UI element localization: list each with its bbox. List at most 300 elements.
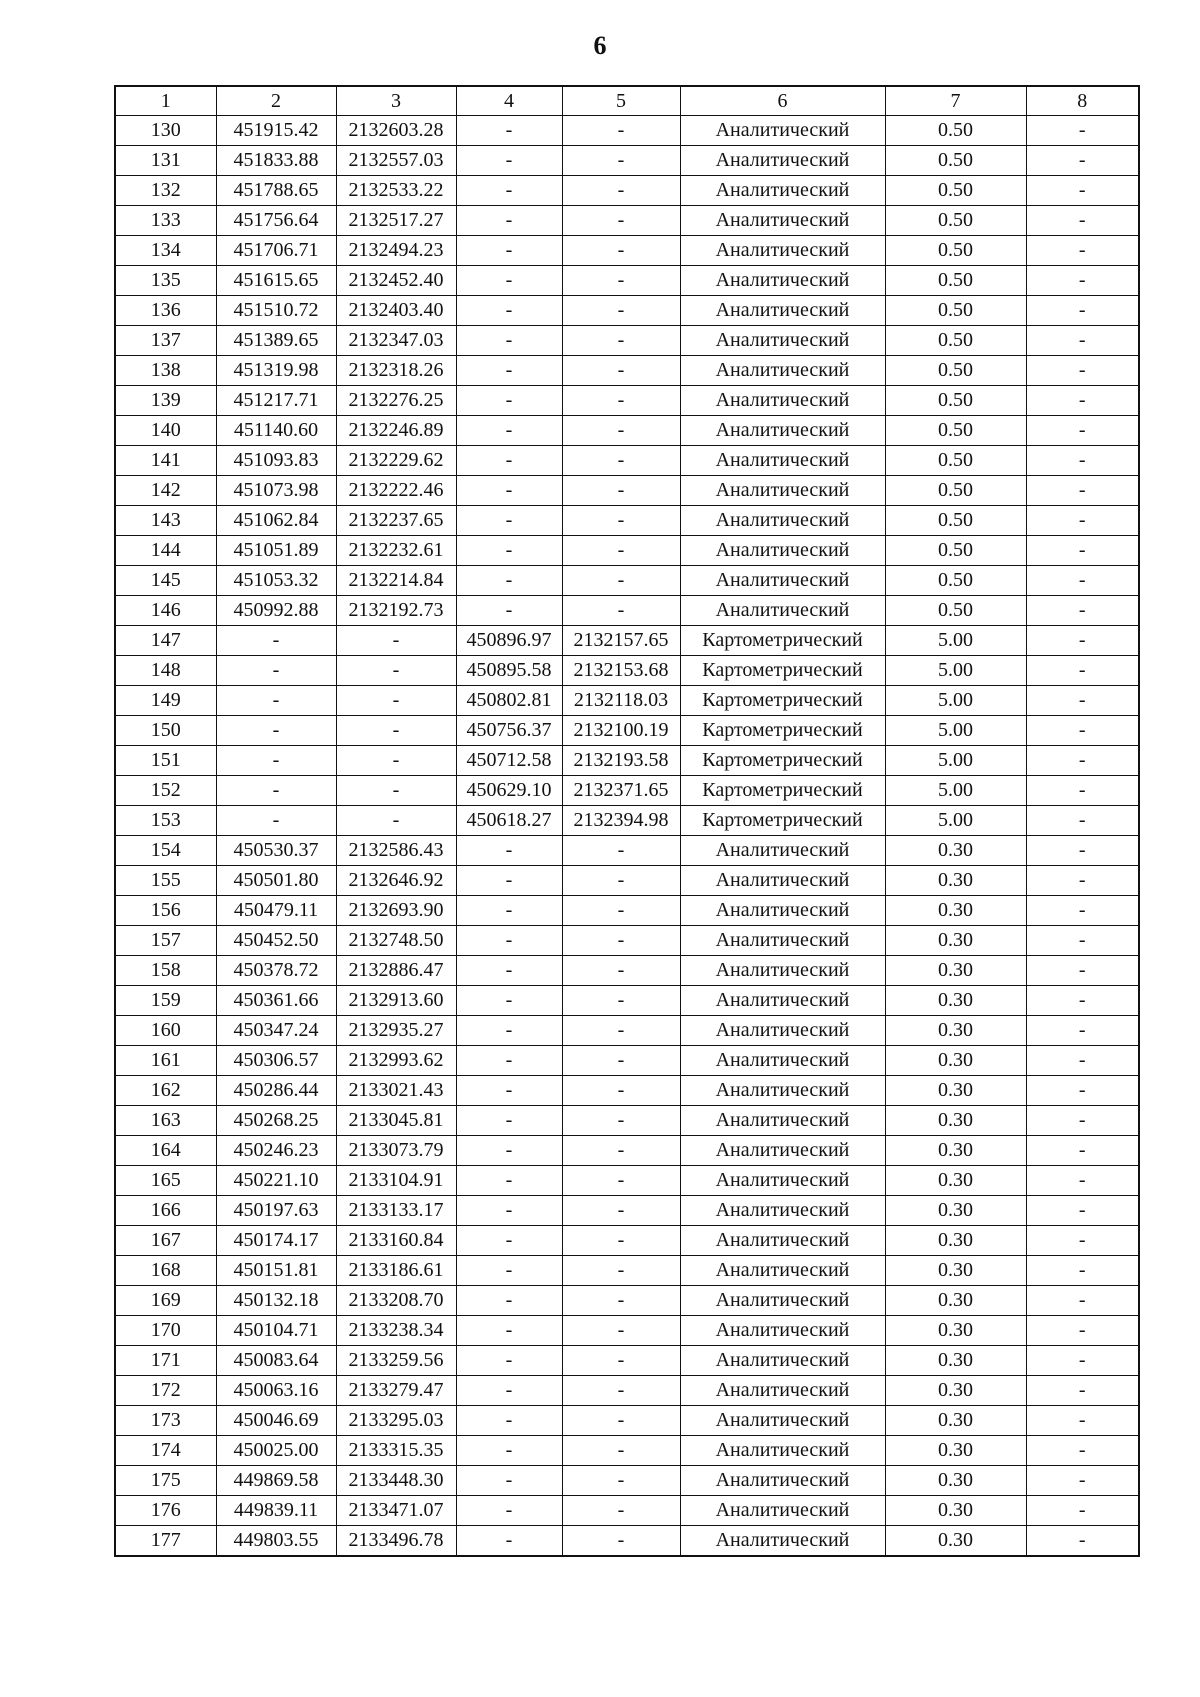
y-coordinate-alt-cell: - [562,446,680,476]
note-cell: - [1026,266,1139,296]
x-coordinate-cell: 450046.69 [216,1406,336,1436]
y-coordinate-cell: - [336,806,456,836]
y-coordinate-alt-cell: - [562,866,680,896]
column-header-3: 3 [336,86,456,116]
x-coordinate-cell: 451319.98 [216,356,336,386]
method-cell: Аналитический [680,176,885,206]
method-cell: Аналитический [680,1496,885,1526]
table-row [115,1436,1139,1466]
y-coordinate-alt-cell: - [562,1166,680,1196]
method-cell: Картометрический [680,656,885,686]
note-cell: - [1026,416,1139,446]
note-cell: - [1026,956,1139,986]
x-coordinate-cell: 450197.63 [216,1196,336,1226]
y-coordinate-cell: 2133471.07 [336,1496,456,1526]
y-coordinate-alt-cell: - [562,926,680,956]
table-row [115,776,1139,806]
point-number-cell: 147 [115,626,216,656]
note-cell: - [1026,1016,1139,1046]
x-coordinate-alt-cell: - [456,176,562,206]
x-coordinate-alt-cell: - [456,1226,562,1256]
table-row [115,836,1139,866]
note-cell: - [1026,1436,1139,1466]
y-coordinate-alt-cell: - [562,1376,680,1406]
accuracy-cell: 0.50 [885,416,1026,446]
point-number-cell: 155 [115,866,216,896]
y-coordinate-alt-cell: - [562,506,680,536]
x-coordinate-cell: 451093.83 [216,446,336,476]
y-coordinate-cell: 2132232.61 [336,536,456,566]
y-coordinate-alt-cell: - [562,1226,680,1256]
method-cell: Аналитический [680,566,885,596]
x-coordinate-cell: 450306.57 [216,1046,336,1076]
y-coordinate-alt-cell: 2132394.98 [562,806,680,836]
accuracy-cell: 0.30 [885,956,1026,986]
column-header-7: 7 [885,86,1026,116]
y-coordinate-cell: 2132913.60 [336,986,456,1016]
accuracy-cell: 0.50 [885,236,1026,266]
point-number-cell: 156 [115,896,216,926]
note-cell: - [1026,506,1139,536]
column-header-5: 5 [562,86,680,116]
table-row [115,1346,1139,1376]
table-row [115,566,1139,596]
table-row [115,986,1139,1016]
column-header-1: 1 [115,86,216,116]
x-coordinate-alt-cell: 450712.58 [456,746,562,776]
y-coordinate-alt-cell: - [562,1466,680,1496]
table-row [115,896,1139,926]
accuracy-cell: 0.30 [885,836,1026,866]
table-row [115,116,1139,146]
x-coordinate-cell: 450992.88 [216,596,336,626]
note-cell: - [1026,566,1139,596]
note-cell: - [1026,176,1139,206]
x-coordinate-cell: 450174.17 [216,1226,336,1256]
y-coordinate-alt-cell: 2132153.68 [562,656,680,686]
point-number-cell: 140 [115,416,216,446]
accuracy-cell: 0.30 [885,1346,1026,1376]
point-number-cell: 165 [115,1166,216,1196]
x-coordinate-cell: 449839.11 [216,1496,336,1526]
y-coordinate-alt-cell: - [562,326,680,356]
table-row [115,386,1139,416]
y-coordinate-alt-cell: - [562,1016,680,1046]
coordinates-table [114,85,1140,1557]
x-coordinate-cell: 450268.25 [216,1106,336,1136]
y-coordinate-cell: 2132646.92 [336,866,456,896]
table-row [115,1106,1139,1136]
table-row [115,656,1139,686]
x-coordinate-cell: 450286.44 [216,1076,336,1106]
accuracy-cell: 0.50 [885,356,1026,386]
y-coordinate-alt-cell: - [562,1286,680,1316]
x-coordinate-alt-cell: - [456,1196,562,1226]
method-cell: Аналитический [680,326,885,356]
method-cell: Аналитический [680,1466,885,1496]
point-number-cell: 138 [115,356,216,386]
point-number-cell: 143 [115,506,216,536]
y-coordinate-cell: 2132222.46 [336,476,456,506]
method-cell: Аналитический [680,836,885,866]
note-cell: - [1026,1076,1139,1106]
method-cell: Аналитический [680,896,885,926]
point-number-cell: 134 [115,236,216,266]
table-row [115,1466,1139,1496]
note-cell: - [1026,896,1139,926]
x-coordinate-cell: - [216,806,336,836]
accuracy-cell: 0.50 [885,176,1026,206]
note-cell: - [1026,206,1139,236]
y-coordinate-cell: 2132603.28 [336,116,456,146]
y-coordinate-alt-cell: 2132193.58 [562,746,680,776]
point-number-cell: 131 [115,146,216,176]
x-coordinate-cell: 451615.65 [216,266,336,296]
table-row [115,1286,1139,1316]
x-coordinate-alt-cell: - [456,1316,562,1346]
y-coordinate-alt-cell: - [562,356,680,386]
method-cell: Картометрический [680,746,885,776]
point-number-cell: 173 [115,1406,216,1436]
accuracy-cell: 5.00 [885,716,1026,746]
method-cell: Аналитический [680,1406,885,1436]
point-number-cell: 132 [115,176,216,206]
accuracy-cell: 0.30 [885,1196,1026,1226]
accuracy-cell: 0.30 [885,1226,1026,1256]
x-coordinate-alt-cell: - [456,836,562,866]
table-row [115,506,1139,536]
method-cell: Аналитический [680,1376,885,1406]
x-coordinate-alt-cell: - [456,506,562,536]
point-number-cell: 139 [115,386,216,416]
x-coordinate-cell: 450479.11 [216,896,336,926]
accuracy-cell: 0.50 [885,476,1026,506]
method-cell: Аналитический [680,1256,885,1286]
accuracy-cell: 0.50 [885,566,1026,596]
accuracy-cell: 0.30 [885,1106,1026,1136]
x-coordinate-cell: - [216,776,336,806]
y-coordinate-alt-cell: - [562,1046,680,1076]
point-number-cell: 160 [115,1016,216,1046]
note-cell: - [1026,1106,1139,1136]
y-coordinate-alt-cell: 2132371.65 [562,776,680,806]
accuracy-cell: 0.30 [885,1526,1026,1557]
page-number: 6 [593,31,607,60]
x-coordinate-alt-cell: 450629.10 [456,776,562,806]
x-coordinate-alt-cell: - [456,356,562,386]
x-coordinate-cell: 450378.72 [216,956,336,986]
y-coordinate-cell: 2132993.62 [336,1046,456,1076]
x-coordinate-cell: 451073.98 [216,476,336,506]
table-row [115,686,1139,716]
y-coordinate-alt-cell: - [562,116,680,146]
x-coordinate-cell: 451053.32 [216,566,336,596]
y-coordinate-cell: 2132748.50 [336,926,456,956]
x-coordinate-alt-cell: - [456,1496,562,1526]
table-row [115,1136,1139,1166]
table-row [115,296,1139,326]
accuracy-cell: 0.30 [885,1466,1026,1496]
y-coordinate-alt-cell: - [562,1076,680,1106]
y-coordinate-alt-cell: - [562,1106,680,1136]
x-coordinate-cell: 450151.81 [216,1256,336,1286]
y-coordinate-cell: 2132237.65 [336,506,456,536]
x-coordinate-cell: 451756.64 [216,206,336,236]
accuracy-cell: 0.50 [885,536,1026,566]
table-row [115,356,1139,386]
table-row [115,1166,1139,1196]
x-coordinate-cell: - [216,656,336,686]
point-number-cell: 158 [115,956,216,986]
y-coordinate-alt-cell: - [562,1346,680,1376]
accuracy-cell: 0.30 [885,1136,1026,1166]
note-cell: - [1026,446,1139,476]
accuracy-cell: 0.30 [885,986,1026,1016]
point-number-cell: 177 [115,1526,216,1557]
method-cell: Аналитический [680,1196,885,1226]
x-coordinate-alt-cell: - [456,1346,562,1376]
note-cell: - [1026,986,1139,1016]
x-coordinate-alt-cell: - [456,1136,562,1166]
method-cell: Аналитический [680,1106,885,1136]
method-cell: Аналитический [680,266,885,296]
y-coordinate-cell: 2133133.17 [336,1196,456,1226]
accuracy-cell: 0.30 [885,866,1026,896]
y-coordinate-alt-cell: - [562,206,680,236]
x-coordinate-cell: 451706.71 [216,236,336,266]
point-number-cell: 163 [115,1106,216,1136]
y-coordinate-cell: 2132229.62 [336,446,456,476]
y-coordinate-alt-cell: - [562,896,680,926]
method-cell: Картометрический [680,626,885,656]
y-coordinate-cell: 2132403.40 [336,296,456,326]
method-cell: Аналитический [680,1166,885,1196]
x-coordinate-alt-cell: - [456,956,562,986]
accuracy-cell: 0.50 [885,296,1026,326]
x-coordinate-alt-cell: - [456,1286,562,1316]
method-cell: Аналитический [680,506,885,536]
y-coordinate-cell: 2133295.03 [336,1406,456,1436]
note-cell: - [1026,716,1139,746]
note-cell: - [1026,626,1139,656]
note-cell: - [1026,656,1139,686]
note-cell: - [1026,476,1139,506]
y-coordinate-cell: 2133160.84 [336,1226,456,1256]
point-number-cell: 136 [115,296,216,326]
y-coordinate-alt-cell: - [562,266,680,296]
x-coordinate-cell: 451051.89 [216,536,336,566]
x-coordinate-alt-cell: - [456,1256,562,1286]
point-number-cell: 149 [115,686,216,716]
table-row [115,866,1139,896]
y-coordinate-alt-cell: - [562,476,680,506]
y-coordinate-alt-cell: - [562,236,680,266]
x-coordinate-cell: 451389.65 [216,326,336,356]
method-cell: Картометрический [680,806,885,836]
y-coordinate-alt-cell: - [562,296,680,326]
x-coordinate-alt-cell: - [456,1016,562,1046]
y-coordinate-alt-cell: - [562,1526,680,1557]
x-coordinate-alt-cell: - [456,536,562,566]
y-coordinate-cell: 2132452.40 [336,266,456,296]
y-coordinate-alt-cell: - [562,416,680,446]
accuracy-cell: 0.50 [885,326,1026,356]
x-coordinate-cell: 450104.71 [216,1316,336,1346]
table-row [115,536,1139,566]
y-coordinate-alt-cell: - [562,986,680,1016]
point-number-cell: 150 [115,716,216,746]
y-coordinate-cell: - [336,626,456,656]
x-coordinate-alt-cell: 450618.27 [456,806,562,836]
point-number-cell: 175 [115,1466,216,1496]
point-number-cell: 176 [115,1496,216,1526]
method-cell: Аналитический [680,206,885,236]
x-coordinate-alt-cell: - [456,1076,562,1106]
table-row [115,596,1139,626]
table-row [115,1376,1139,1406]
point-number-cell: 166 [115,1196,216,1226]
x-coordinate-cell: - [216,626,336,656]
x-coordinate-alt-cell: - [456,1406,562,1436]
method-cell: Аналитический [680,1076,885,1106]
table-row [115,446,1139,476]
y-coordinate-cell: 2133279.47 [336,1376,456,1406]
y-coordinate-cell: - [336,656,456,686]
y-coordinate-alt-cell: - [562,956,680,986]
x-coordinate-cell: 450132.18 [216,1286,336,1316]
x-coordinate-alt-cell: - [456,116,562,146]
x-coordinate-cell: 451062.84 [216,506,336,536]
x-coordinate-alt-cell: - [456,206,562,236]
y-coordinate-alt-cell: - [562,596,680,626]
x-coordinate-alt-cell: - [456,296,562,326]
method-cell: Картометрический [680,776,885,806]
table-row [115,1076,1139,1106]
table-row [115,476,1139,506]
note-cell: - [1026,1466,1139,1496]
y-coordinate-alt-cell: 2132157.65 [562,626,680,656]
y-coordinate-cell: 2133021.43 [336,1076,456,1106]
x-coordinate-cell: 450083.64 [216,1346,336,1376]
point-number-cell: 174 [115,1436,216,1466]
table-row [115,716,1139,746]
x-coordinate-alt-cell: - [456,386,562,416]
note-cell: - [1026,1136,1139,1166]
accuracy-cell: 5.00 [885,656,1026,686]
note-cell: - [1026,686,1139,716]
y-coordinate-alt-cell: - [562,176,680,206]
note-cell: - [1026,866,1139,896]
note-cell: - [1026,386,1139,416]
note-cell: - [1026,836,1139,866]
y-coordinate-cell: 2133045.81 [336,1106,456,1136]
point-number-cell: 157 [115,926,216,956]
point-number-cell: 161 [115,1046,216,1076]
note-cell: - [1026,926,1139,956]
note-cell: - [1026,1526,1139,1557]
y-coordinate-alt-cell: - [562,1406,680,1436]
x-coordinate-alt-cell: - [456,1526,562,1557]
point-number-cell: 168 [115,1256,216,1286]
accuracy-cell: 5.00 [885,686,1026,716]
x-coordinate-cell: 450025.00 [216,1436,336,1466]
x-coordinate-cell: 451510.72 [216,296,336,326]
method-cell: Аналитический [680,1436,885,1466]
y-coordinate-alt-cell: - [562,836,680,866]
point-number-cell: 170 [115,1316,216,1346]
y-coordinate-cell: 2132517.27 [336,206,456,236]
note-cell: - [1026,1166,1139,1196]
y-coordinate-cell: 2133259.56 [336,1346,456,1376]
accuracy-cell: 0.50 [885,116,1026,146]
accuracy-cell: 0.30 [885,1316,1026,1346]
x-coordinate-cell: 451833.88 [216,146,336,176]
method-cell: Аналитический [680,356,885,386]
x-coordinate-cell: 450361.66 [216,986,336,1016]
x-coordinate-cell: 451915.42 [216,116,336,146]
column-header-2: 2 [216,86,336,116]
x-coordinate-cell: 450221.10 [216,1166,336,1196]
point-number-cell: 169 [115,1286,216,1316]
y-coordinate-cell: 2133448.30 [336,1466,456,1496]
table-row [115,416,1139,446]
table-row [115,626,1139,656]
method-cell: Аналитический [680,1046,885,1076]
x-coordinate-cell: - [216,686,336,716]
method-cell: Аналитический [680,386,885,416]
column-header-6: 6 [680,86,885,116]
x-coordinate-cell: 449869.58 [216,1466,336,1496]
y-coordinate-alt-cell: - [562,1256,680,1286]
x-coordinate-cell: 450246.23 [216,1136,336,1166]
accuracy-cell: 0.30 [885,1436,1026,1466]
point-number-cell: 167 [115,1226,216,1256]
note-cell: - [1026,1406,1139,1436]
method-cell: Аналитический [680,536,885,566]
x-coordinate-alt-cell: - [456,866,562,896]
method-cell: Аналитический [680,146,885,176]
accuracy-cell: 0.50 [885,506,1026,536]
x-coordinate-alt-cell: - [456,566,562,596]
method-cell: Аналитический [680,1346,885,1376]
y-coordinate-cell: - [336,746,456,776]
accuracy-cell: 0.50 [885,386,1026,416]
y-coordinate-cell: 2132533.22 [336,176,456,206]
y-coordinate-alt-cell: - [562,1496,680,1526]
accuracy-cell: 0.30 [885,1286,1026,1316]
method-cell: Аналитический [680,296,885,326]
x-coordinate-alt-cell: - [456,1046,562,1076]
accuracy-cell: 0.50 [885,146,1026,176]
x-coordinate-alt-cell: - [456,146,562,176]
y-coordinate-cell: 2132494.23 [336,236,456,266]
table-row [115,236,1139,266]
x-coordinate-alt-cell: - [456,1106,562,1136]
x-coordinate-alt-cell: - [456,1166,562,1196]
x-coordinate-alt-cell: 450802.81 [456,686,562,716]
method-cell: Картометрический [680,716,885,746]
x-coordinate-alt-cell: - [456,1376,562,1406]
accuracy-cell: 0.30 [885,1406,1026,1436]
note-cell: - [1026,296,1139,326]
point-number-cell: 152 [115,776,216,806]
method-cell: Аналитический [680,596,885,626]
method-cell: Аналитический [680,956,885,986]
table-row [115,1406,1139,1436]
point-number-cell: 153 [115,806,216,836]
table-row [115,206,1139,236]
x-coordinate-cell: 450530.37 [216,836,336,866]
